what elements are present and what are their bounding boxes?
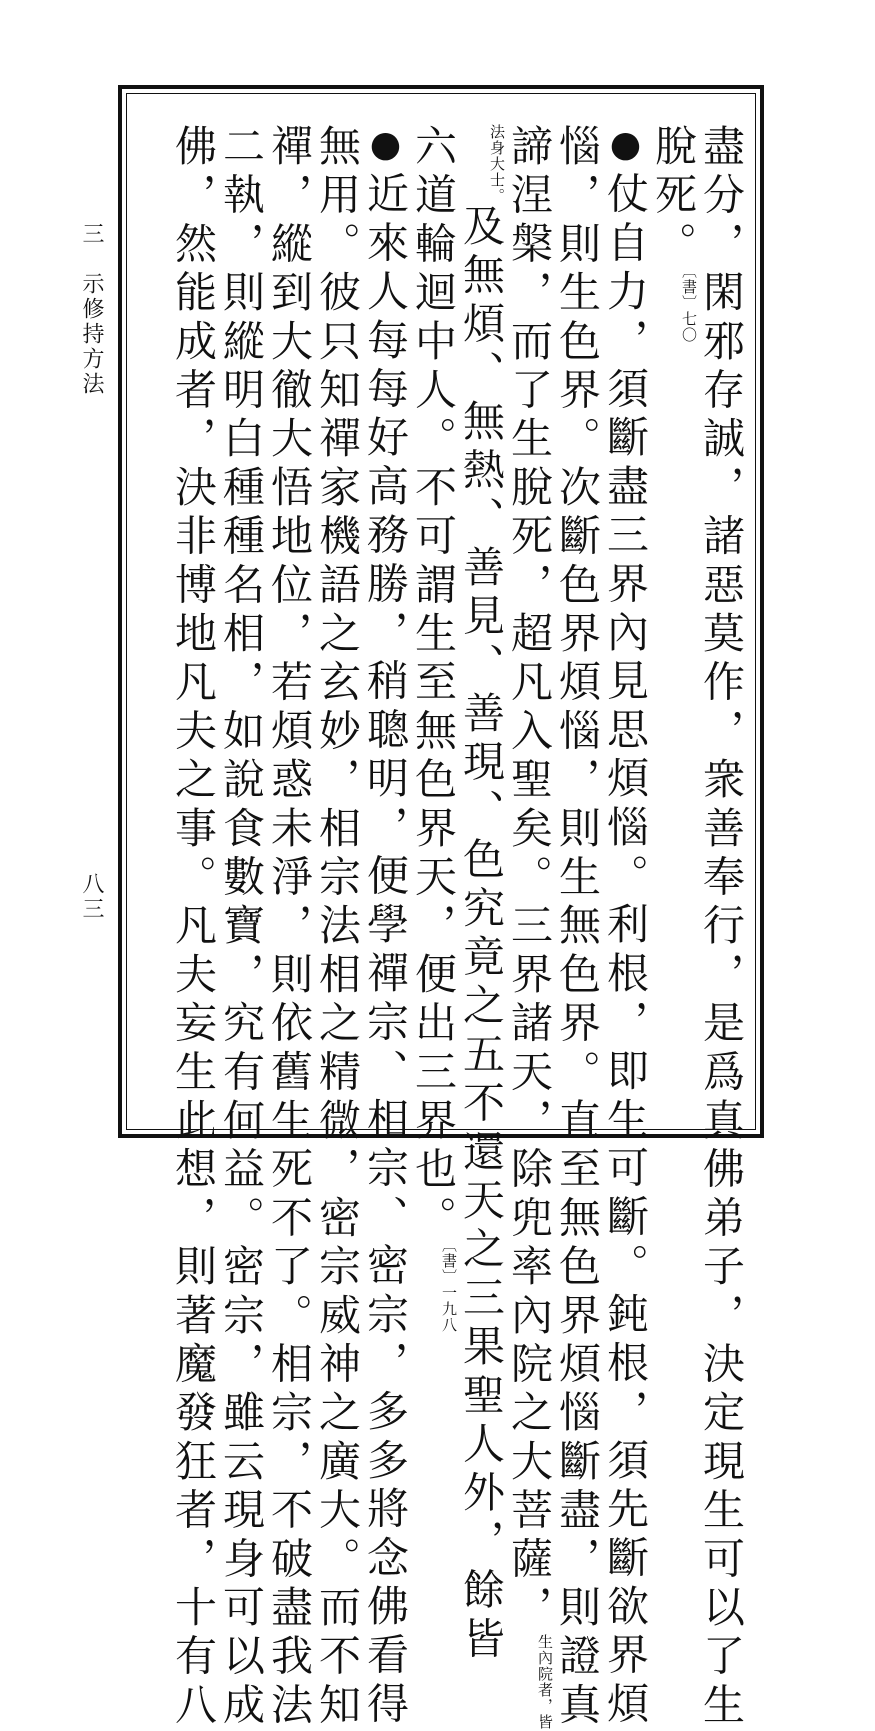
text-column-5 (505, 124, 553, 1730)
chapter-running-header: 三 示修持方法 (79, 222, 104, 397)
column-text: 仗自力，須斷盡三界內見思煩惱。利根，即生可斷。鈍根，須先斷欲界煩 (601, 171, 650, 1731)
inline-note: 法身大士。 (488, 124, 506, 204)
column-text: 無用。彼只知禪家機語之玄妙，相宗法相之精微，密宗威神之廣大。而不知 (313, 124, 362, 1731)
column-text: 惱，則生色界。次斷色界煩惱，則生無色界。直至無色界煩惱斷盡，則證真 (553, 124, 602, 1731)
column-text: 盡分，閑邪存誠，諸惡莫作，衆善奉行，是爲真佛弟子，決定現生可以了生 (697, 124, 746, 1731)
text-column-4 (553, 124, 601, 1731)
text-column-9 (313, 124, 361, 1731)
text-column-12 (169, 124, 217, 1731)
text-column-1 (697, 124, 745, 1731)
text-column-10 (265, 124, 313, 1731)
bullet-icon: ● (365, 124, 406, 172)
column-text: 諦涅槃，而了生脫死，超凡入聖矣。三界諸天，除兜率內院之大菩薩， (505, 124, 554, 1634)
page-number: 八三 (79, 872, 104, 922)
text-column-6 (457, 124, 505, 1665)
column-text: 近來人每每好高務勝，稍聰明，便學禪宗、相宗、密宗，多多將念佛看得 (361, 171, 410, 1731)
text-column-2 (649, 124, 697, 343)
column-text: 禪，縱到大徹大悟地位，若煩惑未淨，則依舊生死不了。相宗，不破盡我法 (265, 124, 314, 1731)
text-column-11 (217, 124, 265, 1731)
text-column-8 (361, 124, 409, 1730)
column-text: 脫死。 (649, 124, 698, 271)
bullet-icon: ● (605, 124, 646, 172)
inline-note: 生內院者，皆 (536, 1633, 554, 1730)
column-text: 六道輪迴中人。不可謂生至無色界天，便出三界也。 (409, 124, 458, 1245)
column-text: 佛，然能成者，決非博地凡夫之事。凡夫妄生此想，則著魔發狂者，十有八 (169, 124, 218, 1731)
text-column-7 (409, 124, 457, 1333)
citation-note: 〔書〕七〇 (680, 270, 698, 343)
column-text: 及無煩、無熱、善見、善現、色究竟之五不還天之三果聖人外，餘皆 (457, 204, 506, 1665)
column-text: 二執，則縱明白種種名相，如說食數寶，究有何益。密宗，雖云現身可以成 (217, 124, 266, 1731)
citation-note: 〔書〕一九八 (440, 1244, 458, 1333)
text-column-3 (601, 124, 649, 1730)
